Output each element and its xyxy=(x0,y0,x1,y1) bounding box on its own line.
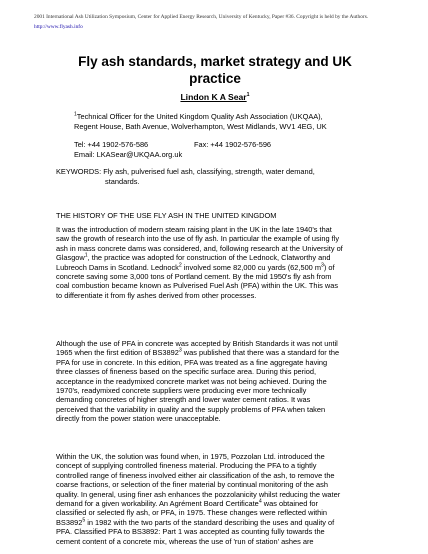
affiliation xyxy=(74,112,394,132)
text-line: Within the UK, the solution was found when, in 1975, Pozzolan Ltd. introduced the xyxy=(56,452,325,461)
text-line: PFA for use in concrete. In this edition, PFA was treated as a fine aggregate having xyxy=(56,357,328,367)
title-line-1: Fly ash standards, market strategy and UK xyxy=(78,54,352,69)
text-segment: in 1982 with the two parts of the standard describing the uses and quality of xyxy=(85,517,335,527)
unit-exponent: 3 xyxy=(321,262,324,269)
text-line: three classes of fineness based on the specific surface area. During this period, xyxy=(56,367,317,377)
text-line: saw the growth of research into the use of fly ash. In particular the example of using fly xyxy=(56,234,340,244)
reference-marker: 1 xyxy=(84,252,88,259)
text-line: perceived that the variability in quality and the supply problems of PFA when taken xyxy=(56,404,326,414)
section-heading: THE HISTORY OF THE USE FLY ASH IN THE UNITED KINGDOM xyxy=(56,211,277,220)
text-line: coal combustion became known as Pulverised Fuel Ash (PFA) within the UK. This was xyxy=(56,281,339,291)
text-line: It was the introduction of modern steam raising plant in the UK in the late 1940's that xyxy=(56,225,332,234)
text-line: ash in mass concrete dams was considered, and, following research at the University of xyxy=(56,243,343,253)
text-line: concept of supplying controlled fineness material. Producing the PFA to a tightly xyxy=(56,461,317,471)
text-line: coarse fractions, or selection of the finer material by continual monitoring of the ash xyxy=(56,480,328,490)
text-line: classified or selected fly ash, or PFA, in 1975. These changes were reflected within xyxy=(56,508,327,518)
text-line: concrete saving some 3,000 tons of Portland cement. By the mid 1950's fly ash from xyxy=(56,272,332,282)
text-segment: BS3892 xyxy=(56,517,83,527)
text-segment: demand for a given workability. An Agrément Board Certificate xyxy=(56,499,259,509)
author-name: Lindon K A Sear xyxy=(180,92,247,102)
text-segment: was published that there was a standard for the xyxy=(181,348,340,358)
keywords-line-2: standards. xyxy=(105,177,140,186)
reference-marker: 4 xyxy=(258,498,262,505)
paragraph-1 xyxy=(56,225,386,300)
text-line xyxy=(56,518,386,527)
text-line: acceptance in the readymixed concrete market was not being achieved. During the xyxy=(56,376,327,386)
author-line xyxy=(60,92,370,102)
keywords xyxy=(56,167,386,187)
text-segment: was obtained for xyxy=(261,499,318,509)
text-segment: involved some 82,000 cu yards (62,500 m xyxy=(181,262,322,272)
citation-header: 2001 International Ash Utilization Symposium, Center for Applied Energy Research, University of Kentucky, Paper #36. Copyright is held by the Authors. xyxy=(34,14,369,20)
text-segment: ) of xyxy=(323,262,335,272)
text-line xyxy=(56,499,386,508)
keywords-line-1: KEYWORDS: Fly ash, pulverised fuel ash, classifying, strength, water demand, xyxy=(56,167,315,176)
text-line: directly from the power station were unacceptable. xyxy=(56,414,221,424)
text-line: 1970's, readymixed concrete suppliers were producing ever more technically xyxy=(56,386,307,396)
paragraph-3 xyxy=(56,452,386,546)
text-segment: Lubreoch Dams in Scotland. Lednock xyxy=(56,262,179,272)
affiliation-line-2: Regent House, Bath Avenue, Wolverhampton, West Midlands, WV1 4EG, UK xyxy=(74,122,327,131)
email: Email: LKASear@UKQAA.org.uk xyxy=(74,150,183,159)
paragraph-2 xyxy=(56,339,386,424)
title-line-2: practice xyxy=(189,71,241,86)
affiliation-line-1: Technical Officer for the United Kingdom Quality Ash Association (UKQAA), xyxy=(76,112,323,121)
text-segment: Glasgow xyxy=(56,253,85,263)
website-link[interactable]: http://www.flyash.info xyxy=(34,24,83,30)
text-line: cement content of a concrete mix, whereas the use of 'run of station' ashes are xyxy=(56,536,314,546)
reference-marker: 5 xyxy=(82,517,86,524)
text-line xyxy=(56,263,386,272)
text-line xyxy=(56,348,386,357)
text-line xyxy=(56,253,386,262)
text-segment: , the practice was adopted for construction of the Lednock, Clatworthy and xyxy=(87,253,331,263)
fax: Fax: +44 1902-576-596 xyxy=(194,140,272,149)
reference-marker: 3 xyxy=(178,347,182,354)
text-line: controlled range of fineness involved either air classification of the ash, to remove the xyxy=(56,470,335,480)
text-line: Although the use of PFA in concrete was accepted by British Standards it was not until xyxy=(56,339,338,348)
telephone: Tel: +44 1902-576-586 xyxy=(74,140,149,149)
contact-block xyxy=(74,140,394,160)
author-footnote-marker: 1 xyxy=(246,92,250,99)
paper-title xyxy=(60,53,370,87)
text-line: quality. In general, using finer ash enhances the pozzolanicity whilst reducing the water xyxy=(56,489,341,499)
text-line: demanding concretes of higher strength and lower water cement ratios. It was xyxy=(56,395,311,405)
reference-marker: 2 xyxy=(178,262,182,269)
text-segment: 1965 when the first edition of BS3892 xyxy=(56,348,179,358)
text-line: PFA. Classified PFA to BS3892: Part 1 was accepted as counting fully towards the xyxy=(56,527,325,537)
text-line: to differentiate it from fly ashes derived from other processes. xyxy=(56,290,257,300)
affiliation-marker: 1 xyxy=(74,111,77,118)
